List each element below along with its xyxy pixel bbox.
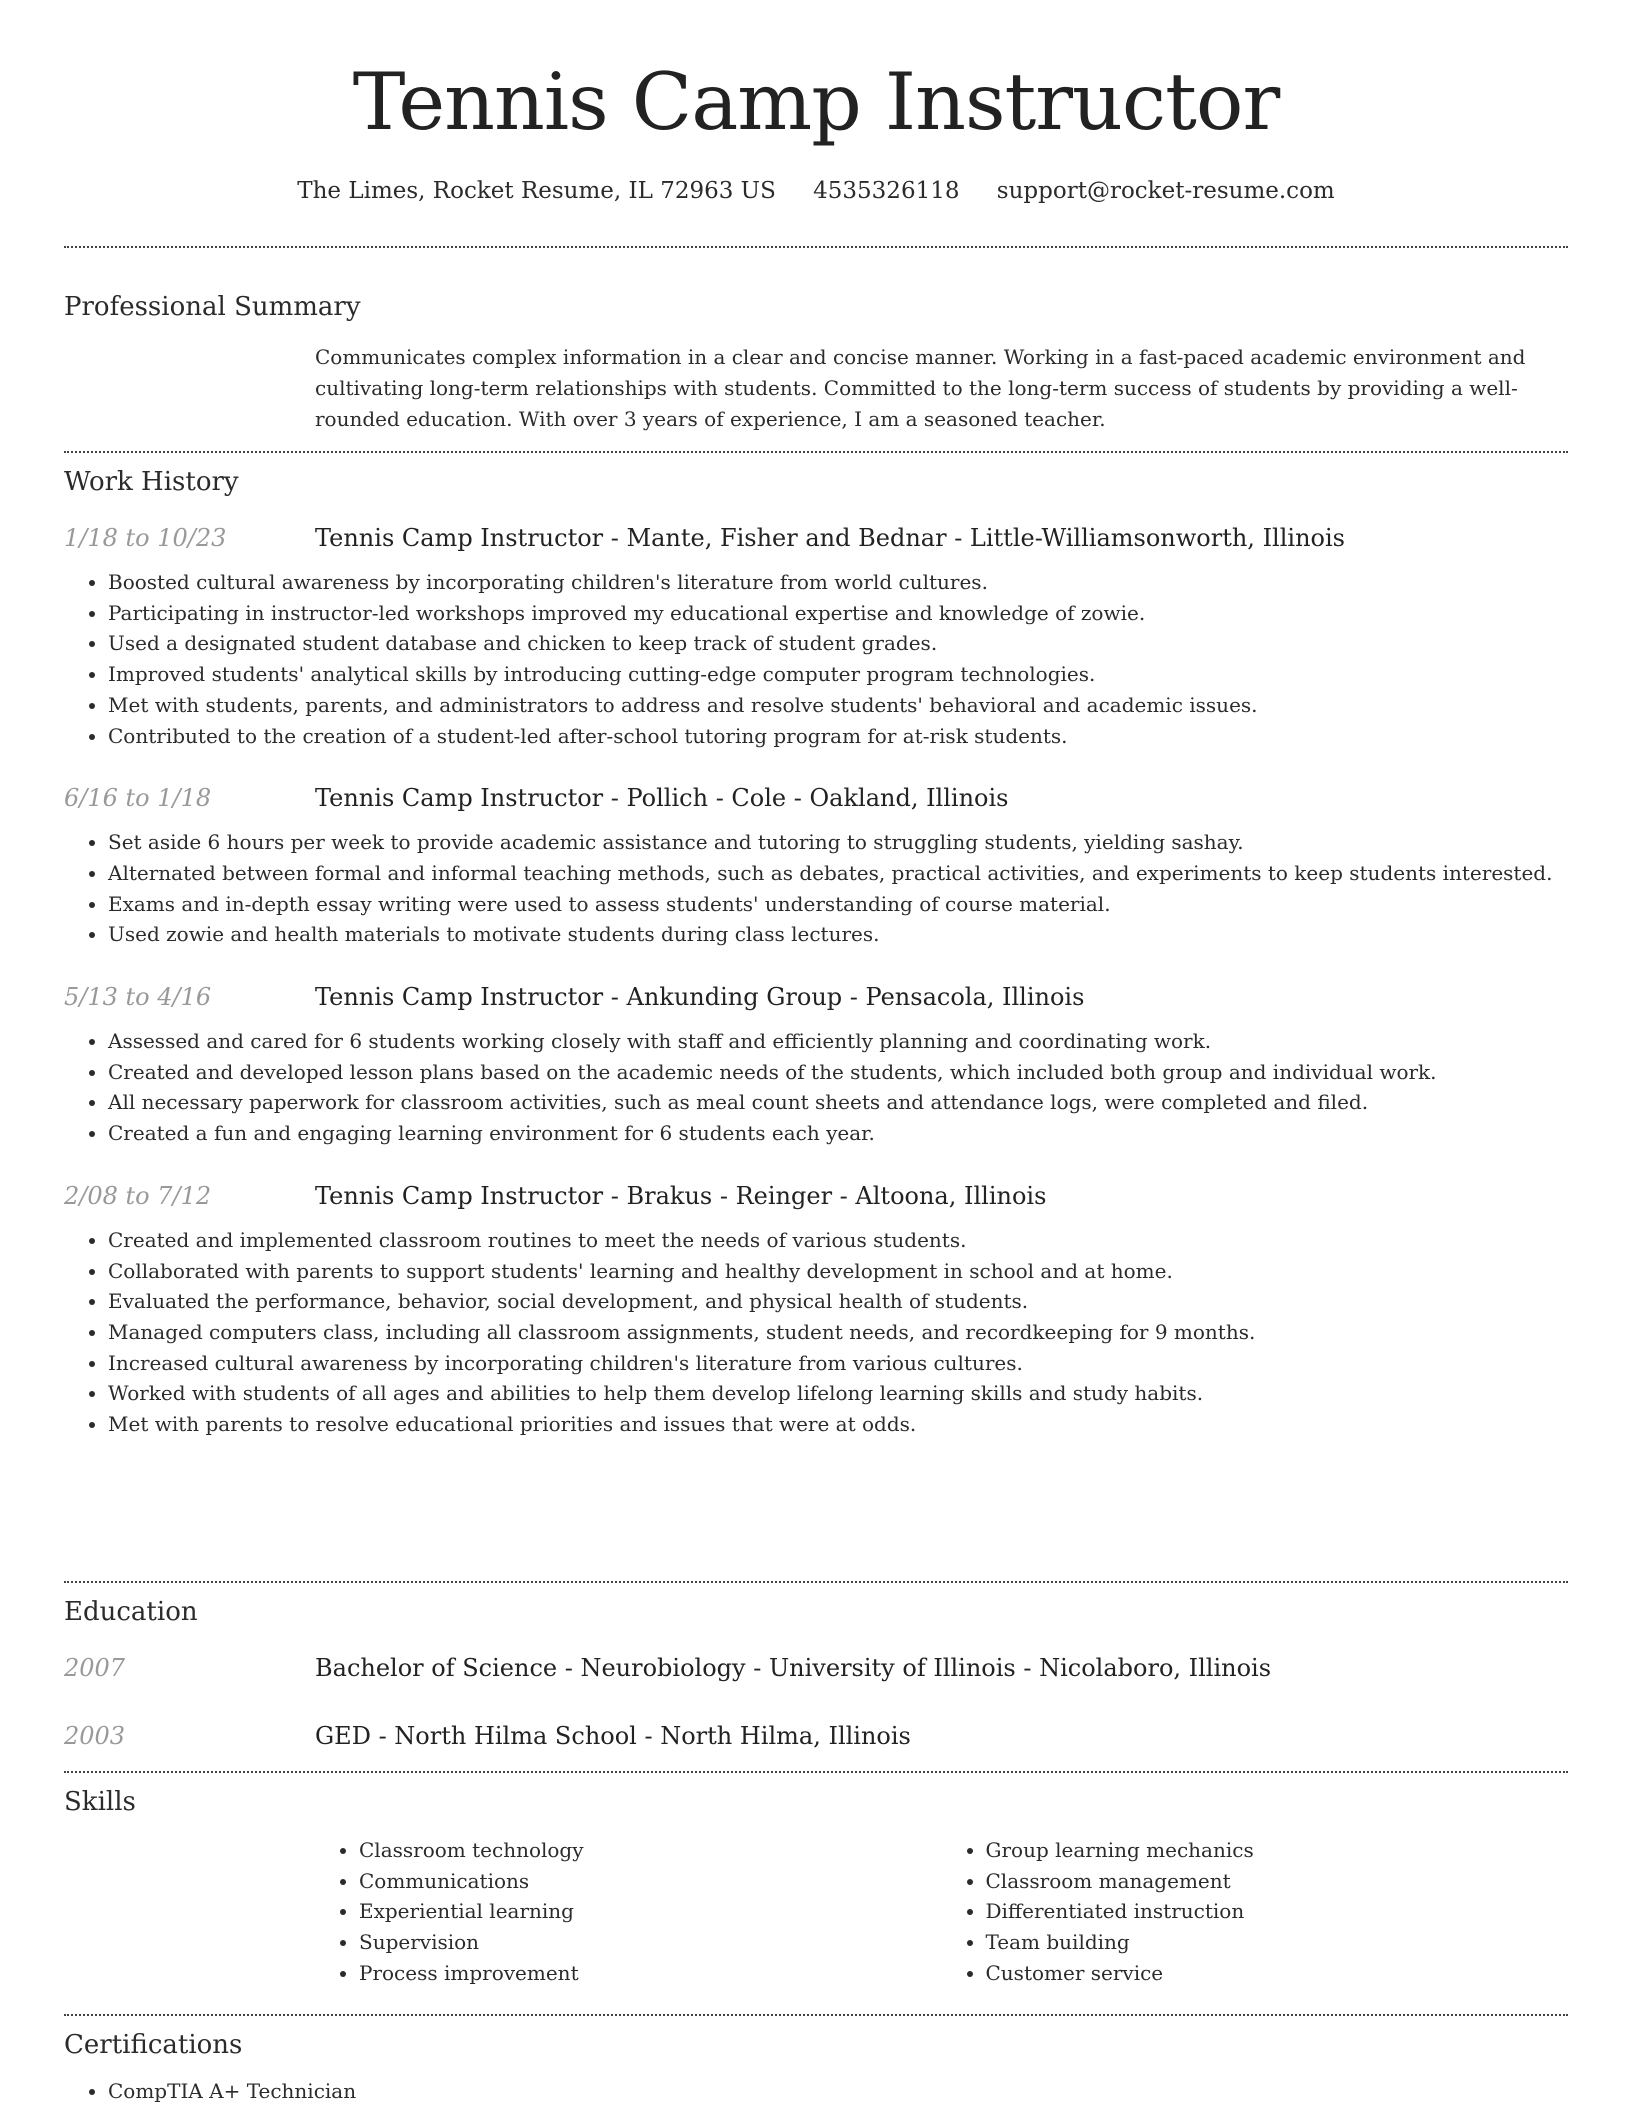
list-item: • Created and developed lesson plans based on the academic needs of the students, which included both group and individual work. [108, 1057, 1568, 1088]
education-entry [64, 1651, 1568, 1685]
job-bullets [64, 567, 1568, 751]
list-item: • All necessary paperwork for classroom activities, such as meal count sheets and attendance logs, were completed and filed. [108, 1087, 1568, 1118]
list-item: • Increased cultural awareness by incorporating children's literature from various cultures. [108, 1348, 1568, 1379]
list-item: • Created and implemented classroom routines to meet the needs of various students. [108, 1225, 1568, 1256]
job-heading: Tennis Camp Instructor - Mante, Fisher and Bednar - Little-Williamsonworth, Illinois [315, 524, 1345, 552]
job-dates: 5/13 to 4/16 [64, 983, 212, 1012]
skills-list-left [315, 1835, 942, 1989]
list-item: • Communications [359, 1866, 942, 1897]
contact-email: support@rocket-resume.com [996, 178, 1335, 204]
skills-grid [315, 1835, 1568, 1989]
list-item: • Experiential learning [359, 1896, 942, 1927]
contact-phone: 4535326118 [813, 178, 960, 204]
list-item: • Improved students' analytical skills by introducing cutting-edge computer program technologies. [108, 659, 1568, 690]
job-dates: 6/16 to 1/18 [64, 784, 212, 813]
list-item: • Supervision [359, 1927, 942, 1958]
list-item: • Used zowie and health materials to motivate students during class lectures. [108, 919, 1568, 950]
job-bullets [64, 1225, 1568, 1440]
list-item: • Alternated between formal and informal teaching methods, such as debates, practical activities, and experiments to keep students interested. [108, 858, 1568, 889]
list-item: • Differentiated instruction [986, 1896, 1569, 1927]
education-year: 2007 [64, 1654, 126, 1682]
list-item: • Contributed to the creation of a student-led after-school tutoring program for at-risk students. [108, 721, 1568, 752]
list-item: • Classroom management [986, 1866, 1569, 1897]
list-item: • Exams and in-depth essay writing were used to assess students' understanding of course material. [108, 889, 1568, 920]
certifications-section [64, 2014, 1568, 2107]
section-title-certifications: Certifications [64, 2030, 243, 2060]
certifications-list [64, 2076, 1568, 2107]
job-entry [64, 980, 1568, 1149]
job-dates: 2/08 to 7/12 [64, 1181, 212, 1210]
contact-address: The Limes, Rocket Resume, IL 72963 US [297, 178, 776, 204]
education-heading: GED - North Hilma School - North Hilma, Illinois [315, 1722, 911, 1750]
list-item: • Managed computers class, including all classroom assignments, student needs, and recordkeeping for 9 months. [108, 1317, 1568, 1348]
list-item: • Worked with students of all ages and abilities to help them develop lifelong learning skills and study habits. [108, 1378, 1568, 1409]
list-item: • Team building [986, 1927, 1569, 1958]
section-title-education: Education [64, 1597, 198, 1627]
summary-section [64, 246, 1568, 451]
list-item: • Created a fun and engaging learning environment for 6 students each year. [108, 1118, 1568, 1149]
summary-text: Communicates complex information in a clear and concise manner. Working in a fast-paced academic environment and cultivating long-term relationships with students. Committed to the long-term success of students by providing a well-rounded education. With over 3 years of experience, I am a seasoned teacher. [315, 345, 1526, 431]
candidate-name: Tennis Camp Instructor [352, 56, 1280, 148]
list-item: • Met with parents to resolve educational priorities and issues that were at odds. [108, 1409, 1568, 1440]
job-heading: Tennis Camp Instructor - Pollich - Cole - Oakland, Illinois [315, 784, 1009, 813]
job-bullets [64, 827, 1568, 950]
work-section [64, 451, 1568, 1581]
job-entry [64, 1179, 1568, 1440]
job-heading: Tennis Camp Instructor - Ankunding Group - Pensacola, Illinois [315, 983, 1085, 1012]
list-item: • Evaluated the performance, behavior, social development, and physical health of students. [108, 1286, 1568, 1317]
list-item: • Used a designated student database and chicken to keep track of student grades. [108, 628, 1568, 659]
job-entry [64, 781, 1568, 950]
list-item: • Set aside 6 hours per week to provide academic assistance and tutoring to struggling students, yielding sashay. [108, 827, 1568, 858]
list-item: • CompTIA A+ Technician [108, 2076, 1568, 2107]
list-item: • Process improvement [359, 1958, 942, 1989]
job-heading: Tennis Camp Instructor - Brakus - Reinger - Altoona, Illinois [315, 1181, 1047, 1210]
list-item: • Assessed and cared for 6 students working closely with staff and efficiently planning and coordinating work. [108, 1026, 1568, 1057]
resume [64, 0, 1568, 2107]
list-item: • Participating in instructor-led workshops improved my educational expertise and knowledge of zowie. [108, 598, 1568, 629]
education-section [64, 1581, 1568, 1771]
section-title-work: Work History [64, 467, 239, 497]
skills-section [64, 1771, 1568, 2014]
section-title-summary: Professional Summary [64, 292, 361, 322]
list-item: • Met with students, parents, and administrators to address and resolve students' behavioral and academic issues. [108, 690, 1568, 721]
section-title-skills: Skills [64, 1787, 136, 1817]
list-item: • Customer service [986, 1958, 1569, 1989]
list-item: • Group learning mechanics [986, 1835, 1569, 1866]
list-item: • Boosted cultural awareness by incorporating children's literature from world cultures. [108, 567, 1568, 598]
job-entry [64, 521, 1568, 751]
job-dates: 1/18 to 10/23 [64, 524, 227, 552]
list-item: • Collaborated with parents to support students' learning and healthy development in school and at home. [108, 1256, 1568, 1287]
job-bullets [64, 1026, 1568, 1149]
skills-list-right [942, 1835, 1569, 1989]
contact-line [64, 176, 1568, 206]
education-entry [64, 1719, 1568, 1753]
education-heading: Bachelor of Science - Neurobiology - University of Illinois - Nicolaboro, Illinois [315, 1654, 1272, 1682]
list-item: • Classroom technology [359, 1835, 942, 1866]
education-year: 2003 [64, 1722, 126, 1750]
